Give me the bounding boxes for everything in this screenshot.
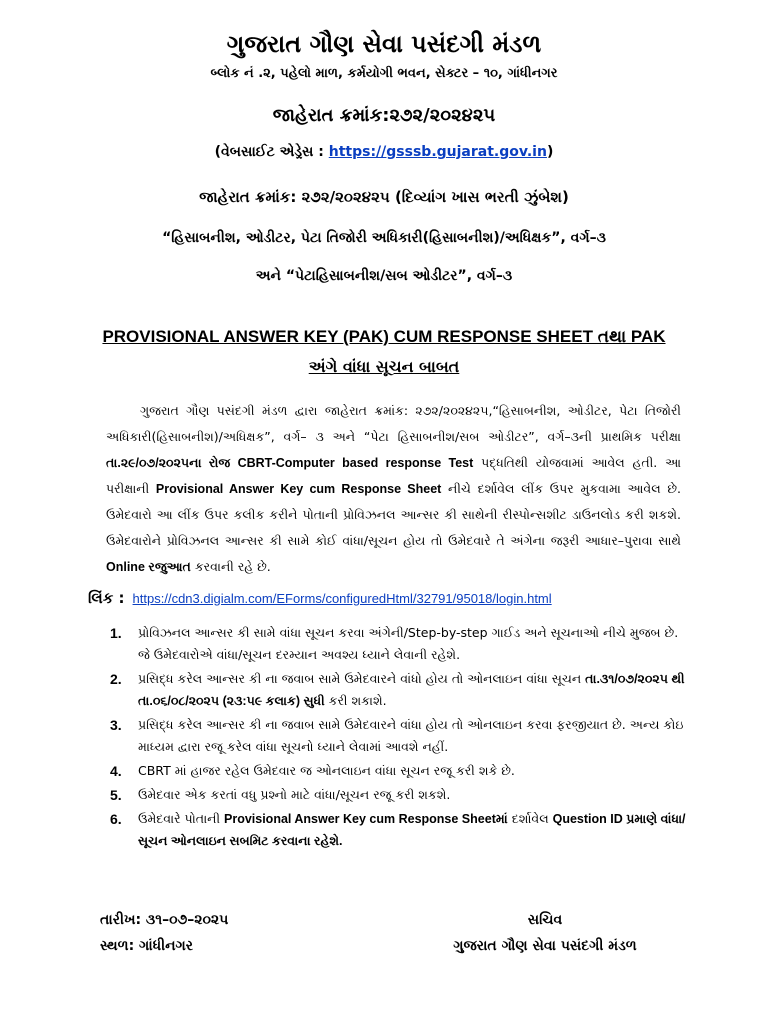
list-text: દર્શાવેલ [507,811,553,826]
link-row [88,589,728,607]
list-number: 4. [110,763,122,779]
org-title: ગુજરાત ગૌણ સેવા પસંદગી મંડળ [226,30,542,58]
body-text-7: કરવાની રહે છે. [190,559,271,574]
list-text: પ્રસિદ્ધ કરેલ આન્સર કી ના જવાબ સામે ઉમેદવારને વાંધો હોય તો ઓનલાઇન વાંધા સૂચન [138,671,586,686]
list-number: 6. [110,811,122,827]
website-suffix: ) [546,144,554,160]
advertisement-number-heading: જાહેરાત ક્રમાંક:૨૭૨/૨૦૨૪૨૫ [272,105,496,126]
subject-english [0,327,768,347]
list-number: 1. [110,625,122,641]
posts-line-2: અને “પેટાહિસાબનીશ/સબ ઓડીટર”, વર્ગ–૩ [255,268,513,284]
list-text: કરી શકાશે. [324,693,387,708]
posts-line-1: “હિસાબનીશ, ઓડીટર, પેટા તિજોરી અધિકારી(હિસાબનીશ)/અધિક્ષક”, વર્ગ–૩ [162,230,606,246]
list-item [110,668,690,712]
website-line [0,144,768,160]
online-submission-bold: Online રજુઆત [106,560,191,574]
org-address: બ્લોક નં .૨, પહેલો માળ, કર્મયોગી ભવન, સેક્ટર – ૧૦, ગાંધીનગર [210,66,558,81]
list-item [110,808,690,852]
body-paragraph [106,398,681,580]
subject-english-text: PROVISIONAL ANSWER KEY (PAK) CUM RESPONSE SHEET તથા PAK [102,327,666,346]
list-number: 2. [110,671,122,687]
list-text: CBRT માં હાજર રહેલ ઉમેદવાર જ ઓનલાઇન વાંધા સૂચન રજૂ કરી શકે છે. [138,763,515,778]
list-text: પ્રસિદ્ધ કરેલ આન્સર કી ના જવાબ સામે ઉમેદવારને વાંધા હોય તો ઓનલાઇન કરવા ફરજીયાત છે. અન્ય કોઇ માધ્યમ દ્વારા રજૂ કરેલ વાંધા સૂચનો ધ્યાને લેવામાં આવશે નહીં. [138,717,684,754]
list-item [110,714,690,758]
website-link[interactable]: https://gsssb.gujarat.gov.in [328,144,547,160]
list-text-bold: Provisional Answer Key cum Response Sheetમાં [224,812,508,826]
list-number: 5. [110,787,122,803]
list-text: પ્રોવિઝનલ આન્સર કી સામે વાંધા સૂચન કરવા અંગેની/Step-by-step ગાઈડ અને સૂચનાઓ નીચે મુજબ છે. જે ઉમેદવારોએ વાંધા/સૂચન દરમ્યાન અવશ્ય ધ્યાને લેવાની રહેશે. [138,625,679,662]
list-text-bold: તા.૩૧/૦૭/૨૦૨૫ થી તા.૦૬/૦૮/૨૦૨૫ (૨૩:૫૯ કલાક) સુધી [138,672,685,708]
pak-name-bold: Provisional Answer Key cum Response Sheet [155,482,442,496]
website-prefix: (વેબસાઈટ એડ્રેસ : [214,144,329,160]
footer-place: સ્થળ: ગાંધીનગર [100,938,194,954]
link-label: લિંક : [88,589,125,607]
list-text: ઉમેદવારે પોતાની [138,811,224,826]
signatory-designation: સચિવ [527,912,563,928]
list-item [110,760,690,782]
response-sheet-link[interactable]: https://cdn3.digialm.com/EForms/configuredHtml/32791/95018/login.html [132,591,552,606]
subject-gujarati [0,357,768,377]
list-item [110,784,690,806]
advertisement-line: જાહેરાત ક્રમાંક: ૨૭૨/૨૦૨૪૨૫ (દિવ્યાંગ ખાસ ભરતી ઝુંબેશ) [199,188,569,206]
instructions-list [110,622,690,854]
signatory-org: ગુજરાત ગૌણ સેવા પસંદગી મંડળ [453,938,637,954]
body-text-5: નીચે દર્શાવેલ લીંક ઉપર મુકવામા આવેલ છે. ઉમેદવારો આ લીંક ઉપર કલીક કરીને પોતાની પ્રોવિઝનલ આન્સર કી સાથેની રીસ્પોન્સશીટ ડાઉનલોડ કરી શકશે. ઉમેદવારોને પ્રોવિઝનલ આન્સર કી સામે કોઈ વાંધા/સૂચન હોય તો ઉમેદવારે તે અંગેના જરૂરી આધાર–પુરાવા સાથે [106,481,681,548]
exam-date-bold: તા.૨૯/૦૭/૨૦૨૫ના રોજ CBRT-Computer based response Test [106,456,474,470]
list-text-bold: Question ID પ્રમાણે વાંધા/સૂચન ઓનલાઇન સબમિટ કરવાના રહેશે. [138,812,686,848]
body-text-1: ગુજરાત ગૌણ પસંદગી મંડળ દ્વારા જાહેરાત ક્રમાંક: ૨૭૨/૨૦૨૪૨૫,“હિસાબનીશ, ઓડીટર, પેટા તિજોરી અધિકારી(હિસાબનીશ)/અધિક્ષક”, વર્ગ– ૩ અને “પેટા હિસાબનીશ/સબ ઓડીટર”, વર્ગ–૩ની પ્રાથમિક પરીક્ષા [106,403,681,444]
list-number: 3. [110,717,122,733]
list-item [110,622,690,666]
footer-date: તારીખ: ૩૧–૦૭–૨૦૨૫ [100,912,229,928]
list-text: ઉમેદવાર એક કરતાં વધુ પ્રશ્નો માટે વાંધા/સૂચન રજૂ કરી શકશે. [138,787,451,802]
subject-gujarati-text: અંગે વાંધા સૂચન બાબત [308,357,460,376]
body-text-3: પદ્ધતિથી યોજવામાં આવેલ હતી. આ પરીક્ષાની [106,455,681,496]
